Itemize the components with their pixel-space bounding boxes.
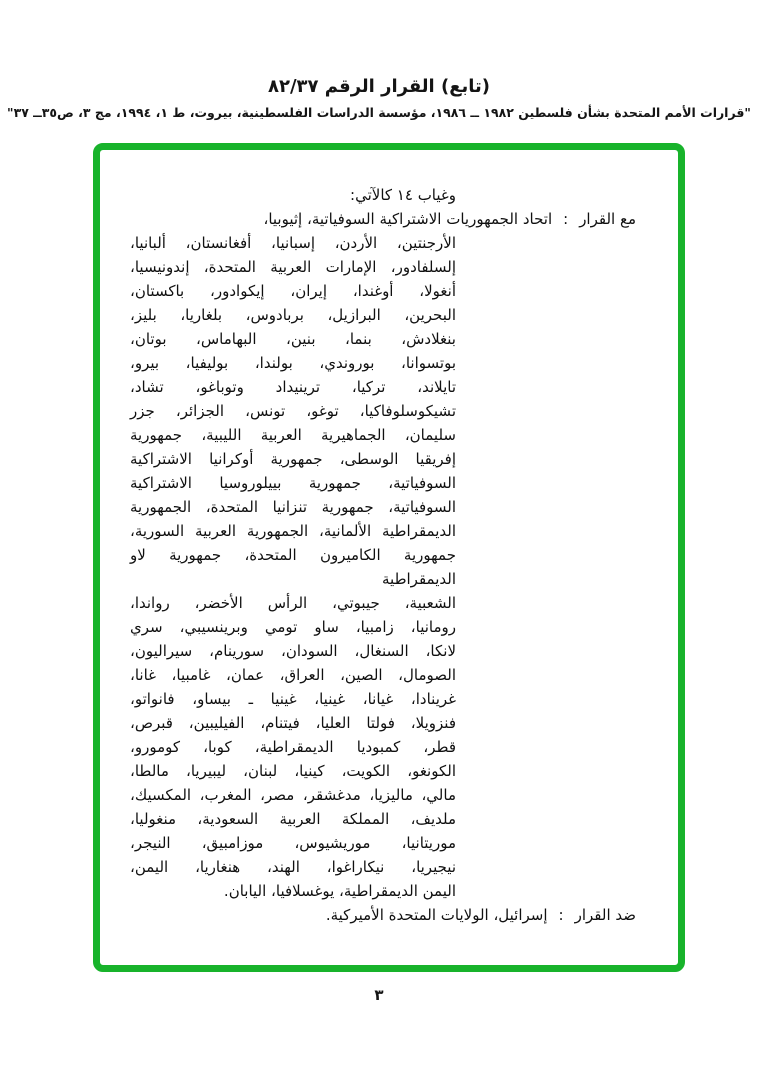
country-list-line: ملديف، المملكة العربية السعودية، منغوليا،	[130, 810, 456, 828]
vote-record-text	[100, 150, 678, 927]
country-list-line: إفريقيا الوسطى، جمهورية أوكرانيا الاشتراكية	[130, 450, 456, 468]
country-list-line: الديمقراطية الألمانية، الجمهورية العربية السورية،	[130, 522, 456, 540]
vote-against-countries: إسرائيل، الولايات المتحدة الأميركية.	[325, 906, 548, 924]
source-citation: "قرارات الأمم المتحدة بشأن فلسطين ١٩٨٢ ــ ١٩٨٦، مؤسسة الدراسات الفلسطينية، بيروت، ط ١، ١٩٩٤، مج ٣، ص٣٥ــ ٣٧"	[7, 105, 751, 120]
country-list-line: السوفياتية، جمهورية تنزانيا المتحدة، الجمهورية	[130, 498, 456, 516]
country-list-line: السوفياتية، جمهورية بييلوروسيا الاشتراكية	[130, 474, 456, 492]
country-list-line: الشعبية، جيبوتي، الرأس الأخضر، رواندا،	[130, 594, 456, 612]
country-list-line: رومانيا، زامبيا، ساو تومي وبرينسيبي، سري	[130, 618, 456, 636]
resolution-title: (تابع) القرار الرقم ٨٢/٣٧	[268, 76, 490, 97]
country-list-line: غرينادا، غيانا، غينيا، غينيا ـ بيساو، فانواتو،	[130, 690, 456, 708]
country-list-line: الأرجنتين، الأردن، إسبانيا، أفغانستان، ألبانيا،	[130, 234, 456, 252]
country-list-line: سليمان، الجماهيرية العربية الليبية، جمهورية	[130, 426, 456, 444]
label-colon: :	[558, 906, 564, 924]
country-list-line: الصومال، الصين، العراق، عمان، غامبيا، غانا،	[130, 666, 456, 684]
page-number: ٣	[374, 986, 384, 1004]
vote-against-line	[130, 903, 636, 927]
country-list	[130, 231, 636, 903]
vote-against-label: ضد القرار	[574, 906, 636, 924]
country-list-line: لانكا، السنغال، السودان، سورينام، سيراليون،	[130, 642, 456, 660]
country-list-line: أنغولا، أوغندا، إيران، إيكوادور، باكستان،	[130, 282, 456, 300]
country-list-line: فنزويلا، فولتا العليا، فيتنام، الفيليبين، قبرص،	[130, 714, 456, 732]
vote-with-label: مع القرار	[579, 210, 636, 228]
document-header	[0, 76, 758, 120]
country-list-line: قطر، كمبوديا الديمقراطية، كوبا، كومورو،	[130, 738, 456, 756]
vote-with-first-countries: اتحاد الجمهوريات الاشتراكية السوفياتية، إثيوبيا،	[263, 210, 553, 228]
country-list-line: البحرين، البرازيل، بربادوس، بلغاريا، بليز،	[130, 306, 456, 324]
absent-intro-line: وغياب ١٤ كالآتي:	[350, 186, 456, 204]
country-list-line: مالي، ماليزيا، مدغشقر، مصر، المغرب، المكسيك،	[130, 786, 456, 804]
country-list-line: اليمن الديمقراطية، يوغسلافيا، اليابان.	[223, 882, 456, 900]
vote-with-first-line	[130, 207, 636, 231]
country-list-line: بنغلادش، بنما، بنين، البهاماس، بوتان،	[130, 330, 456, 348]
country-list-line: الكونغو، الكويت، كينيا، لبنان، ليبيريا، مالطا،	[130, 762, 456, 780]
country-list-line: نيجيريا، نيكاراغوا، الهند، هنغاريا، اليمن،	[130, 858, 456, 876]
label-colon: :	[563, 210, 569, 228]
country-list-line: جمهورية الكاميرون المتحدة، جمهورية لاو الديمقراطية	[130, 546, 456, 588]
country-list-line: تشيكوسلوفاكيا، توغو، تونس، الجزائر، جزر	[130, 402, 456, 420]
country-list-line: إلسلفادور، الإمارات العربية المتحدة، إندونيسيا،	[130, 258, 456, 276]
content-frame	[93, 143, 685, 972]
country-list-line: تايلاند، تركيا، ترينيداد وتوباغو، تشاد،	[130, 378, 456, 396]
country-list-line: بوتسوانا، بوروندي، بولندا، بوليفيا، بيرو،	[130, 354, 456, 372]
country-list-line: موريتانيا، موريشيوس، موزامبيق، النيجر،	[130, 834, 456, 852]
